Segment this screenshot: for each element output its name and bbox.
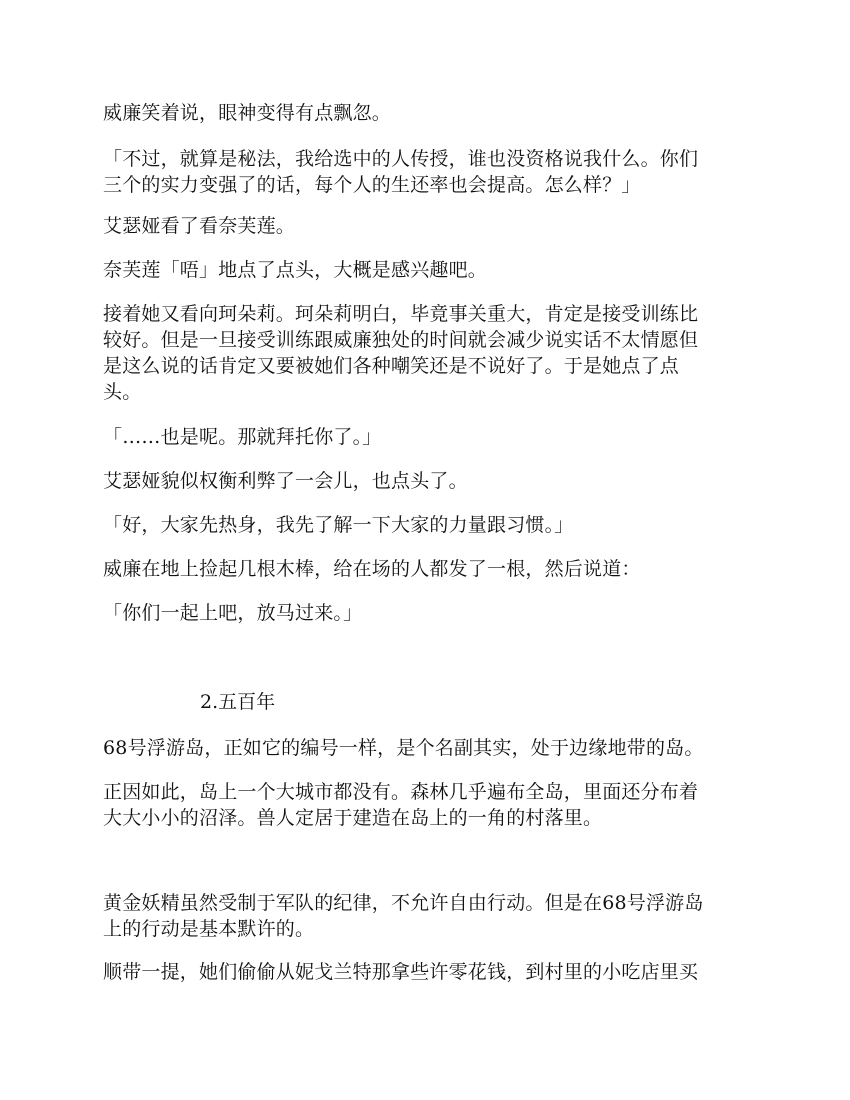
paragraph: 奈芙莲「唔」地点了点头，大概是感兴趣吧。 <box>103 259 488 281</box>
paragraph: 「……也是呢。那就拜托你了。」 <box>103 426 382 448</box>
paragraph: 「不过，就算是秘法，我给选中的人传授，谁也没资格说我什么。你们 三个的实力变强了的话，每个人的生还率也会提高。怎么样？」 <box>103 148 699 196</box>
paragraph: 威廉笑着说，眼神变得有点飘忽。 <box>103 102 392 124</box>
paragraph: 黄金妖精虽然受制于军队的纪律，不允许自由行动。但是在68号浮游岛 上的行动是基本默许的。 <box>103 892 704 940</box>
chapter-heading: 2.五百年 <box>200 691 276 713</box>
paragraph: 68号浮游岛，正如它的编号一样，是个名副其实，处于边缘地带的岛。 <box>103 737 704 759</box>
paragraph: 接着她又看向珂朵莉。珂朵莉明白，毕竟事关重大，肯定是接受训练比 较好。但是一旦接受训练跟威廉独处的时间就会减少说实话不太情愿但 是这么说的话肯定又要被她们各种嘲笑还是不说好了。于是她点了点 头。 <box>103 303 699 403</box>
paragraph: 「好，大家先热身，我先了解一下大家的力量跟习惯。」 <box>103 514 574 536</box>
paragraph: 顺带一提，她们偷偷从妮戈兰特那拿些许零花钱，到村里的小吃店里买 <box>103 961 699 983</box>
paragraph: 威廉在地上捡起几根木棒，给在场的人都发了一根，然后说道： <box>103 558 641 580</box>
paragraph: 艾瑟娅看了看奈芙莲。 <box>103 215 296 237</box>
paragraph: 正因如此，岛上一个大城市都没有。森林几乎遍布全岛，里面还分布着 大大小小的沼泽。兽人定居于建造在岛上的一角的村落里。 <box>103 781 699 829</box>
paragraph: 艾瑟娅貌似权衡利弊了一会儿，也点头了。 <box>103 470 468 492</box>
paragraph: 「你们一起上吧，放马过来。」 <box>103 602 363 624</box>
